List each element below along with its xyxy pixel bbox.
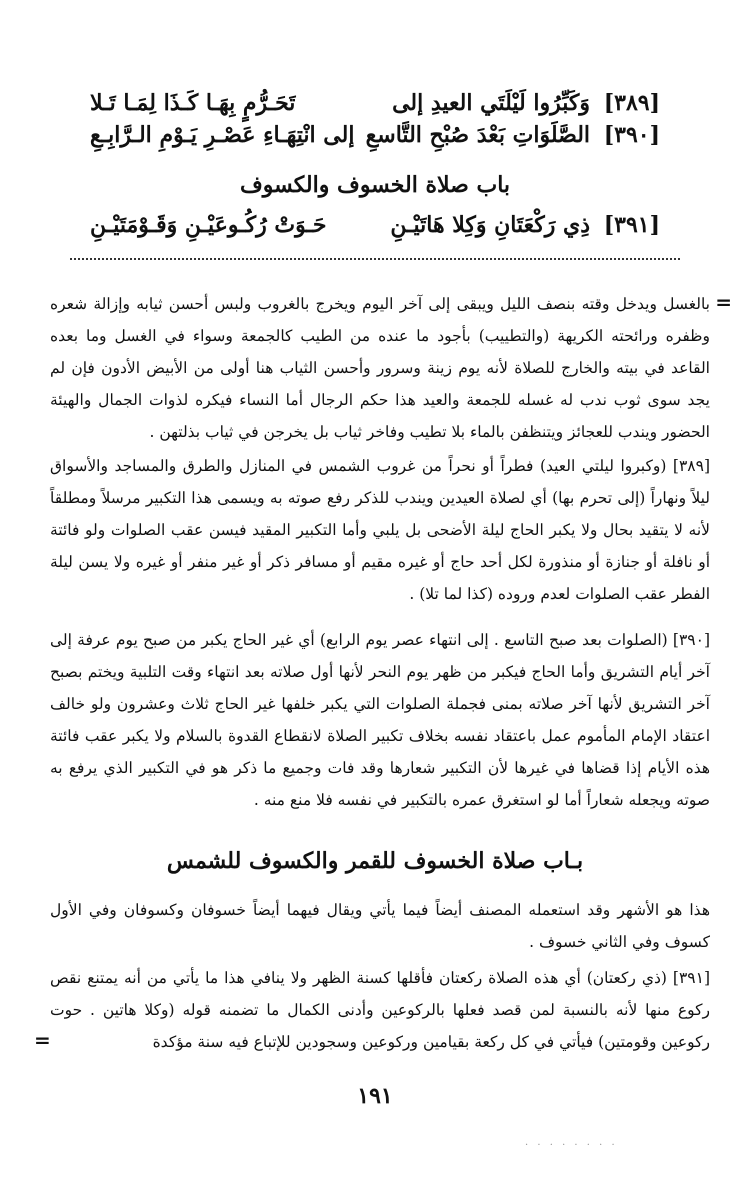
verse-number: [٣٩١] <box>603 212 660 238</box>
commentary-paragraph-1: بالغسل ويدخل وقته بنصف الليل ويبقى إلى آخر اليوم ويخرج بالغروب ولبس أحسن ثيابه وإزالة شعره وظفره ورائحته الكريهة (والتطييب) بأجود ما عنده من الطيب كالجمعة وسواء في الغسل وما بعده القاعد في بيته والخارج للصلاة لأنه يوم زينة وسرور وأحسن الثياب هنا أولى من الأبيض الأدون فإن لم يجد سوى ثوب ندب له غسله للجمعة والعيد هذا حكم الرجال أما النساء فيكره لذوات الجمال والهيئة الحضور ويندب للعجائز ويتنظفن بالماء بلا تطيب وفاخر ثياب بل يخرجن في ثياب بذلتهن . <box>50 295 710 441</box>
verse-second-hemistich: تَحَـرُّمٍ بِهَـا كَـذَا لِمَـا تَـلا <box>90 90 296 116</box>
verse-first-hemistich: [٣٩٠] الصَّلَوَاتِ بَعْدَ صُبْحِ التَّاسعِ <box>365 122 660 148</box>
dotted-divider <box>70 258 680 260</box>
section-title-lunar-solar: بـاب صلاة الخسوف للقمر والكسوف للشمس <box>166 848 584 874</box>
verse-first-hemistich: [٣٨٩] وَكَبِّرُوا لَيْلَتَي العيدِ إلى <box>392 90 660 116</box>
section-title-eclipse: باب صلاة الخسوف والكسوف <box>239 172 511 198</box>
verse-first-hemistich: [٣٩١] ذِي رَكْعَتَانِ وَكِلا هَاتَيْـنِ <box>390 212 660 238</box>
verse-391 <box>90 208 660 242</box>
commentary-paragraph-390: [٣٩٠] (الصلوات بعد صبح التاسع . إلى انتهاء عصر يوم الرابع) أي غير الحاج يكبر من صبح يوم عرفة إلى آخر أيام التشريق وأما الحاج فيكبر من ظهر يوم النحر لأنها أول صلاته بعد انتهاء وقت التلبية ويختم بصبح آخر التشريق لأنها آخر صلاته بمنى فجملة الصلوات التي يكبر خلفها غير الحاج ثلاث وعشرون ولو خالف اعتقاد الإمام المأموم عمل باعتقاد نفسه بخلاف تكبير الصلاة لانقطاع القدوة بالسلام ولا يكبر عقب فائتة هذه الأيام إذا قضاها في غيرها لأن التكبير شعارها وقد فات وجميع ما ذكر هو في التكبير الذي يرفع به صوته ويجعله شعاراً أما لو استغرق عمره بالتكبير في نفسه فلا منع منه . <box>50 631 710 809</box>
page-number: ١٩١ <box>357 1083 393 1109</box>
verse-390 <box>90 118 660 152</box>
continuation-marker-start: = <box>715 290 732 314</box>
scan-speckles: · · · · · · · · <box>525 1140 618 1151</box>
continuation-marker-end: = <box>34 1028 51 1052</box>
verse-second-hemistich: إلى انْتِهَـاءِ عَصْـرِ يَـوْمِ الـرَّابِـعِ <box>90 122 355 148</box>
commentary-paragraph-intro: هذا هو الأشهر وقد استعمله المصنف أيضاً فيما يأتي ويقال فيهما أيضاً خسوفان وكسوفان وفي الأول كسوف وفي الثاني خسوف . <box>50 901 710 951</box>
verse-389 <box>90 86 660 120</box>
commentary-paragraph-389: [٣٨٩] (وكبروا ليلتي العيد) فطراً أو نحراً من غروب الشمس في المنازل والطرق والمساجد والأسواق ليلاً ونهاراً (إلى تحرم بها) أي لصلاة العيدين ويندب للذكر رفع صوته به ويسمى هذا التكبير مرسلاً ومطلقاً لأنه لا يتقيد بحال ولا يكبر الحاج ليلة الأضحى بل يلبي وأما التكبير المقيد فيسن عقب الصلوات ولو فائتة أو نافلة أو جنازة أو منذورة لكل أحد حاج أو غيره مقيم أو مسافر ذكر أو غير منفر أو غيره ولا يسن ليلة الفطر عقب الصلوات لعدم وروده (كذا لما تلا) . <box>50 457 710 603</box>
verse-number: [٣٩٠] <box>603 122 660 148</box>
verse-second-hemistich: حَـوَتْ رُكُـوعَيْـنِ وَقَـوْمَتَيْـنِ <box>90 212 327 238</box>
commentary-paragraph-391: [٣٩١] (ذي ركعتان) أي هذه الصلاة ركعتان فأقلها كسنة الظهر ولا ينافي هذا ما يأتي من أنه يمتنع نقص ركوع منها لأنه بالنسبة لمن قصد فعلها بالركوعين وأدنى الكمال ما تضمنه قوله (وكلا هاتين . حوت ركوعين وقومتين) فيأتي في كل ركعة بقيامين وركوعين وسجودين للإتباع فيه سنة مؤكدة <box>50 969 710 1051</box>
verse-number: [٣٨٩] <box>603 90 660 116</box>
